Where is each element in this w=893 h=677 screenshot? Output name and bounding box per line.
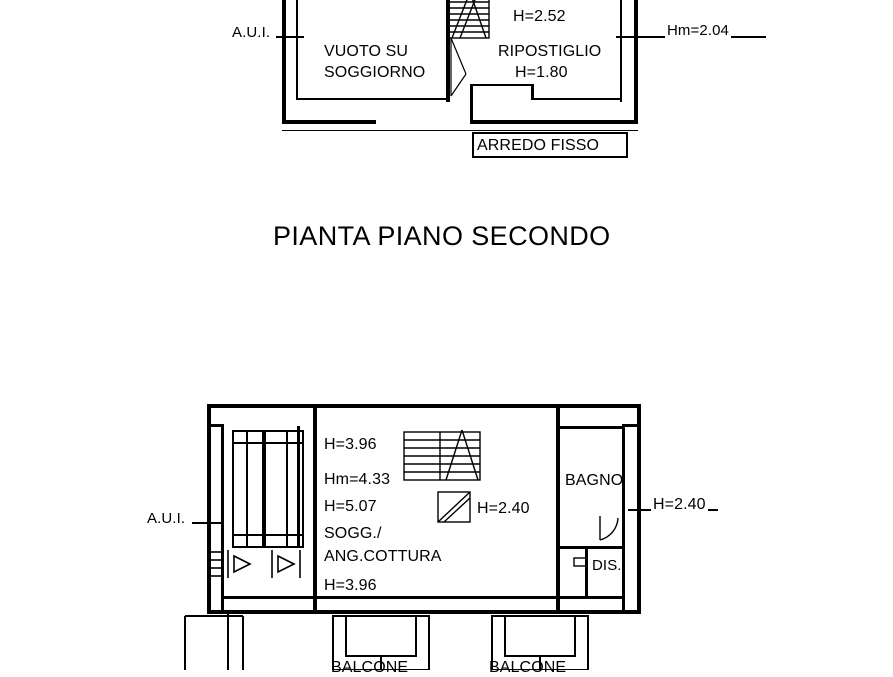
bottom-plan-left-fixture-line3 [286, 432, 288, 546]
top-plan-partition-vertical [446, 0, 450, 102]
top-plan-partition-vertical-2 [470, 84, 473, 124]
bottom-plan-bagno-inner-top [560, 426, 622, 429]
bottom-plan-h396-bottom-label: H=3.96 [324, 577, 377, 594]
top-plan-ripostiglio-label: RIPOSTIGLIO [498, 43, 602, 60]
top-plan-wall-right-outer [634, 0, 638, 124]
bottom-plan-h240-center-label: H=2.40 [477, 500, 530, 517]
top-plan-wall-bottom [282, 120, 376, 124]
top-plan-wall-bottom-inner [296, 98, 446, 100]
bottom-plan-balcone-right-label: BALCONE [489, 659, 567, 676]
bottom-plan-wall-right-inner [622, 426, 625, 614]
top-plan-wall-bottom-right [470, 120, 638, 124]
bottom-plan-hm433-label: Hm=4.33 [324, 471, 391, 488]
bottom-plan-wall-bottom-inner [221, 596, 625, 599]
bottom-plan-balcone-left-label: BALCONE [331, 659, 409, 676]
bottom-plan-left-fixture-line2 [262, 432, 266, 546]
top-plan-wall-right-inner [620, 0, 622, 102]
top-plan-inner-shelf-line-3 [531, 98, 621, 100]
bottom-plan-wall-right-inner-top [622, 424, 641, 427]
bottom-plan-h396-top-label: H=3.96 [324, 436, 377, 453]
top-plan-dimension-baseline [282, 130, 638, 131]
top-plan-wall-left-inner [296, 0, 298, 100]
bottom-plan-h507-label: H=5.07 [324, 498, 377, 515]
bottom-plan-aui-label: A.U.I. [147, 510, 186, 527]
bottom-plan-wall-bottom [207, 610, 641, 614]
bottom-plan-bagno-label: BAGNO [565, 472, 624, 489]
bottom-plan-left-fixture-top-band [232, 442, 304, 444]
bottom-plan-partition-right-vertical [556, 404, 560, 614]
arredo-fisso-label: ARREDO FISSO [477, 137, 600, 154]
top-plan-wall-left-outer [282, 0, 286, 124]
top-plan-hm204-label: Hm=2.04 [667, 22, 729, 39]
bottom-plan-wall-left-inner [221, 426, 224, 614]
bottom-plan-partition-left-vertical [313, 404, 317, 614]
top-plan-h180-label: H=1.80 [515, 64, 568, 81]
top-plan-vuoto-line1: VUOTO SU [324, 43, 409, 60]
top-plan-aui-leader [276, 36, 304, 38]
top-plan-vuoto-line2: SOGGIORNO [324, 64, 426, 81]
bottom-plan-aui-leader [192, 522, 222, 524]
top-plan-inner-shelf-line [473, 84, 533, 86]
bottom-plan-left-fixture-line1 [246, 432, 248, 546]
top-plan-aui-label: A.U.I. [232, 24, 271, 41]
bottom-plan-h240-right-label: H=2.40 [653, 496, 706, 513]
page-title: PIANTA PIANO SECONDO [273, 221, 611, 251]
bottom-plan-sogg-line1: SOGG./ [324, 525, 382, 542]
bottom-plan-left-fixture-bottom-band [232, 534, 304, 536]
top-plan-h252-label: H=2.52 [513, 8, 566, 25]
bottom-plan-bagno-bottom-wall [556, 546, 625, 549]
bottom-plan-wall-left-outer [207, 404, 211, 614]
bottom-plan-wall-left-inner-top [207, 424, 224, 427]
bottom-plan-sogg-line2: ANG.COTTURA [324, 548, 442, 565]
bottom-plan-dis-label: DIS. [592, 557, 622, 574]
bottom-plan-left-fixture-outer [232, 430, 304, 548]
bottom-plan-dis-wall [585, 549, 588, 597]
bottom-plan-wall-top [207, 404, 641, 408]
